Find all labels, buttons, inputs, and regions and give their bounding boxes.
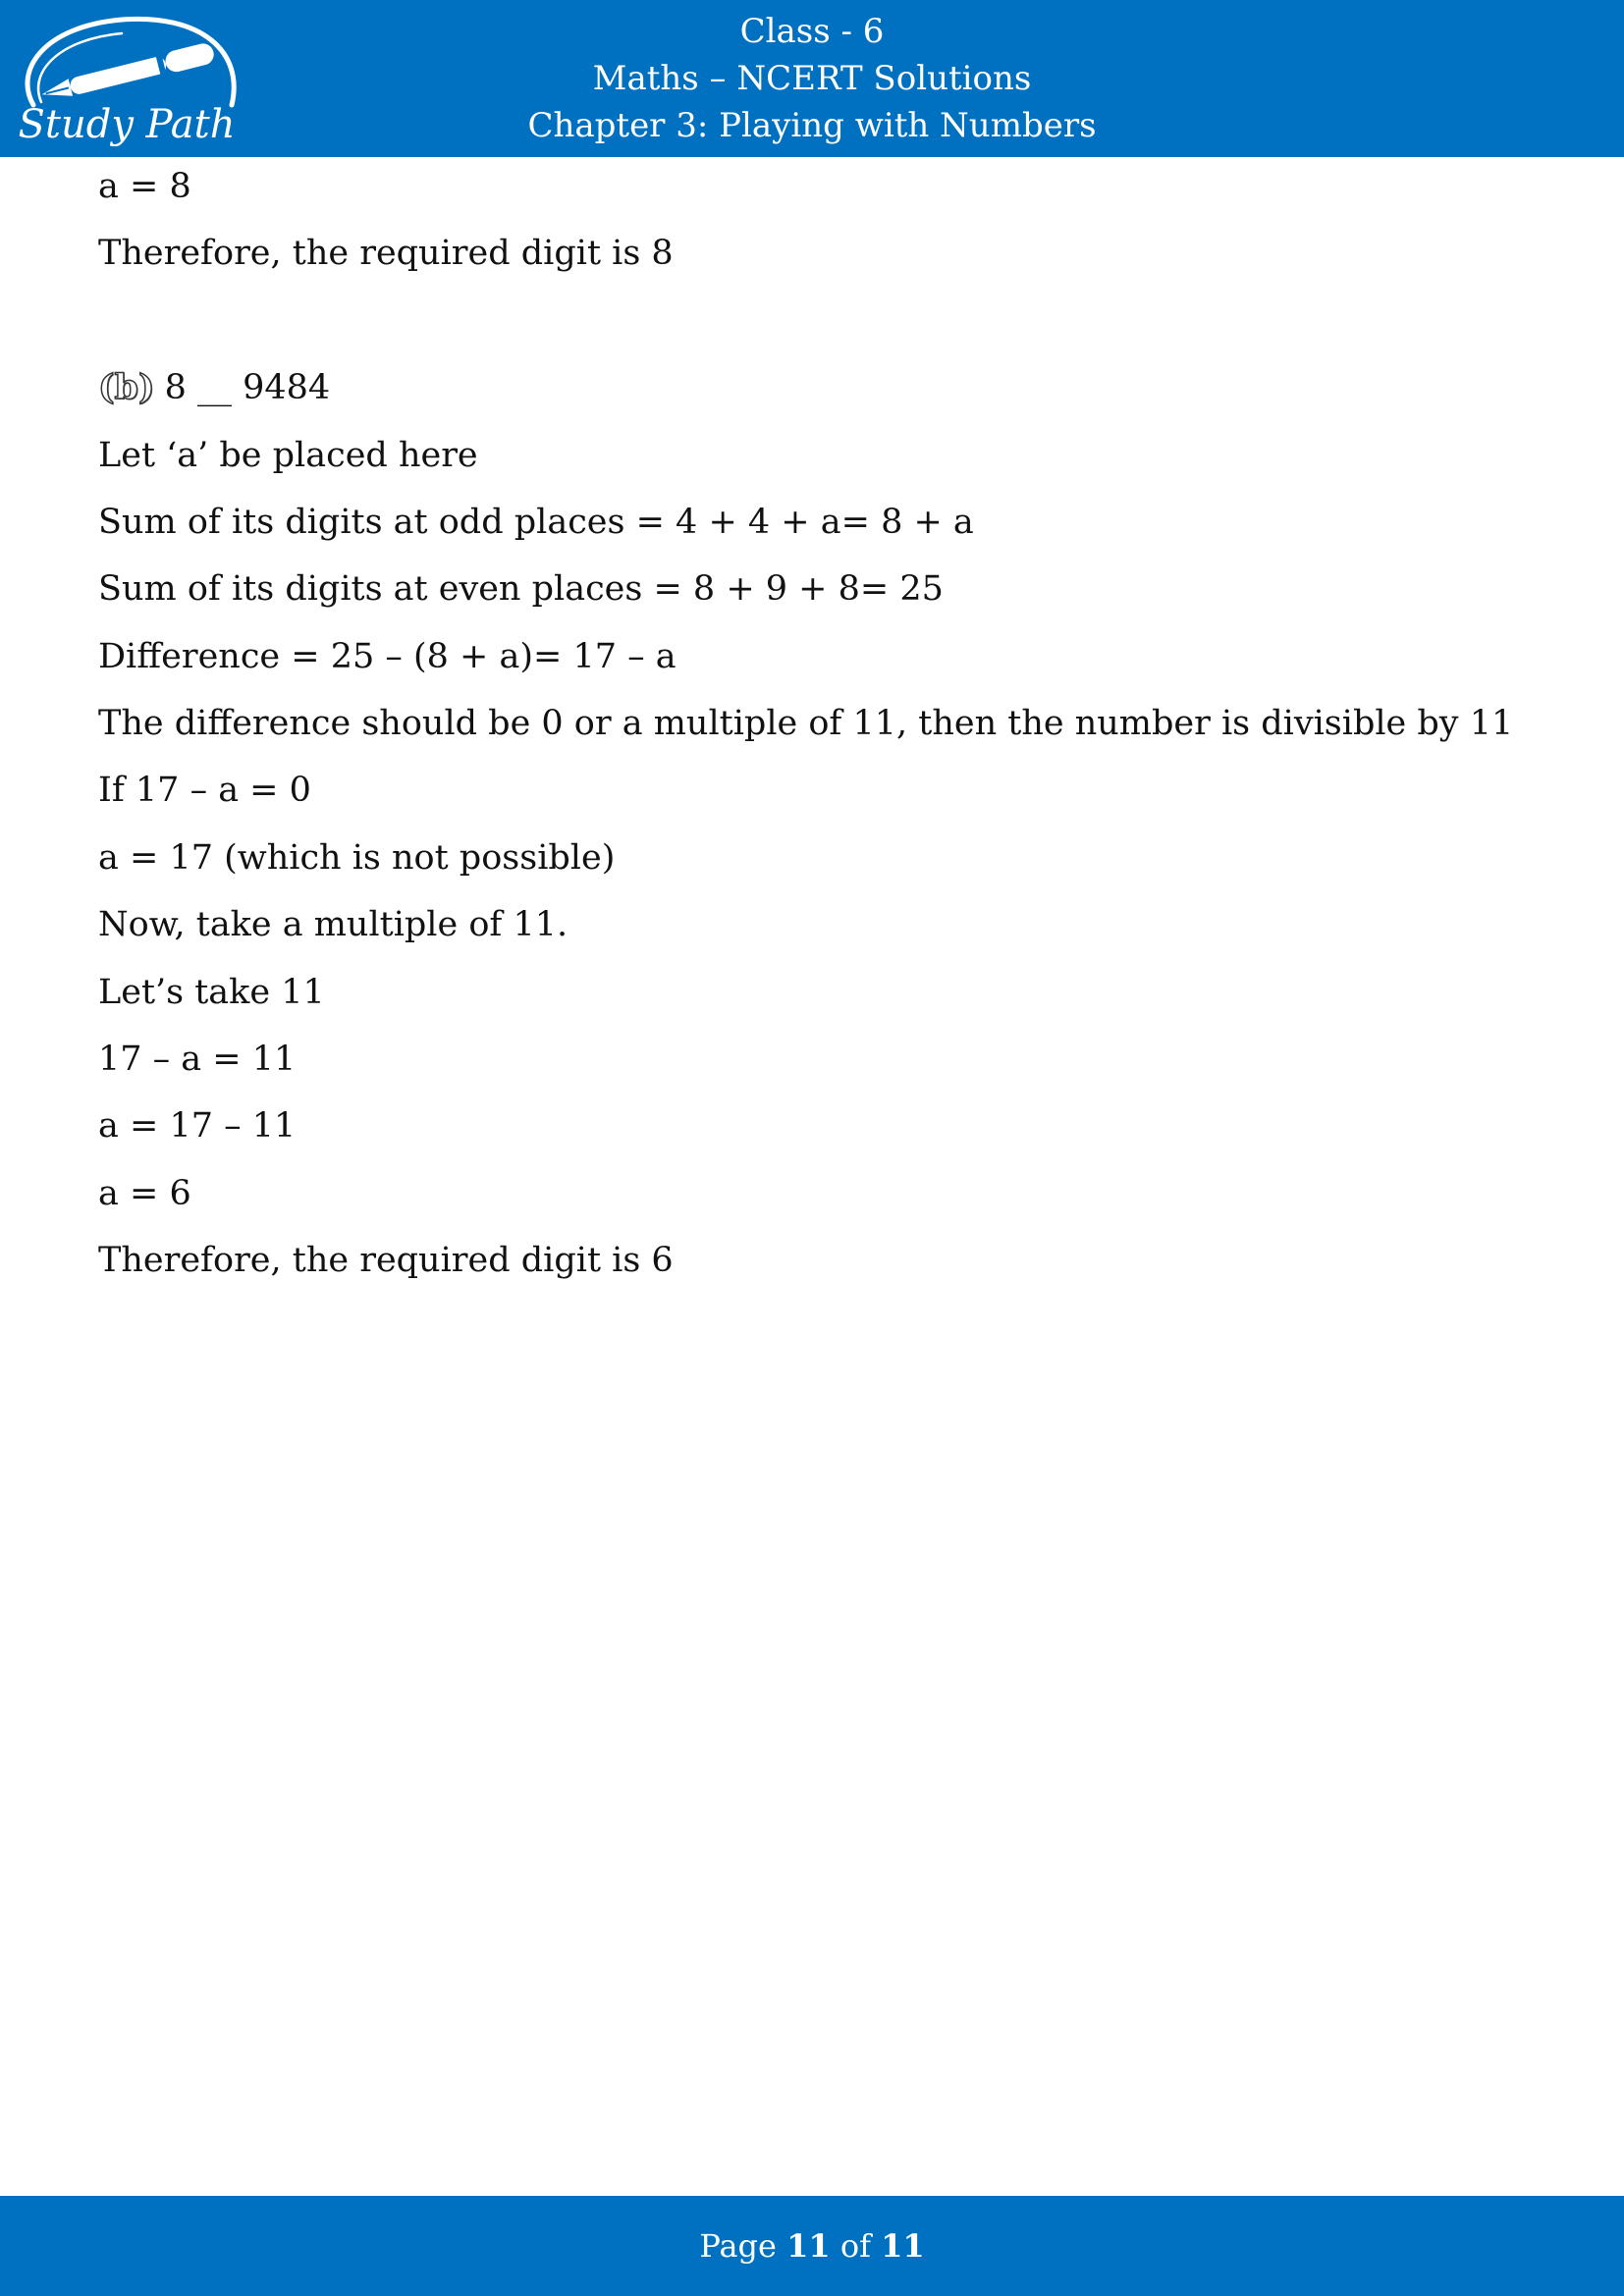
- solution-line: a = 6: [98, 1174, 191, 1213]
- page-word: Page: [699, 2227, 777, 2265]
- subject-title: Maths – NCERT Solutions: [592, 59, 1032, 98]
- solution-line: Difference = 25 – (8 + a)= 17 – a: [98, 637, 677, 676]
- solution-line: If 17 – a = 0: [98, 771, 311, 810]
- logo-text: Study Path: [18, 102, 236, 147]
- solution-line: Sum of its digits at odd places = 4 + 4 + a= 8 + a: [98, 503, 974, 542]
- solution-line: Let’s take 11: [98, 973, 325, 1012]
- current-page-number: 11: [786, 2227, 831, 2265]
- chapter-title: Chapter 3: Playing with Numbers: [527, 106, 1097, 145]
- header-title-block: [0, 8, 1624, 149]
- solution-line: a = 17 (which is not possible): [98, 838, 616, 878]
- solution-line: a = 8: [98, 167, 191, 206]
- class-title: Class - 6: [739, 12, 885, 51]
- solution-line: Therefore, the required digit is 6: [98, 1241, 674, 1280]
- solution-line: Now, take a multiple of 11.: [98, 905, 568, 944]
- part-b-question: 8 __ 9484: [164, 368, 331, 407]
- solution-line: 17 – a = 11: [98, 1040, 297, 1079]
- solution-line: Therefore, the required digit is 8: [98, 234, 674, 273]
- part-b-label: (b): [98, 367, 155, 407]
- part-b-heading: [98, 366, 330, 409]
- solution-line: Let ‘a’ be placed here: [98, 436, 478, 475]
- solution-line: Sum of its digits at even places = 8 + 9 + 8= 25: [98, 569, 944, 609]
- of-word: of: [839, 2227, 871, 2265]
- total-pages-number: 11: [881, 2227, 925, 2265]
- solution-line: a = 17 – 11: [98, 1106, 297, 1146]
- page-header: [0, 0, 1624, 157]
- solution-line: The difference should be 0 or a multiple of 11, then the number is divisible by 11: [98, 704, 1514, 743]
- page-footer: [0, 2196, 1624, 2296]
